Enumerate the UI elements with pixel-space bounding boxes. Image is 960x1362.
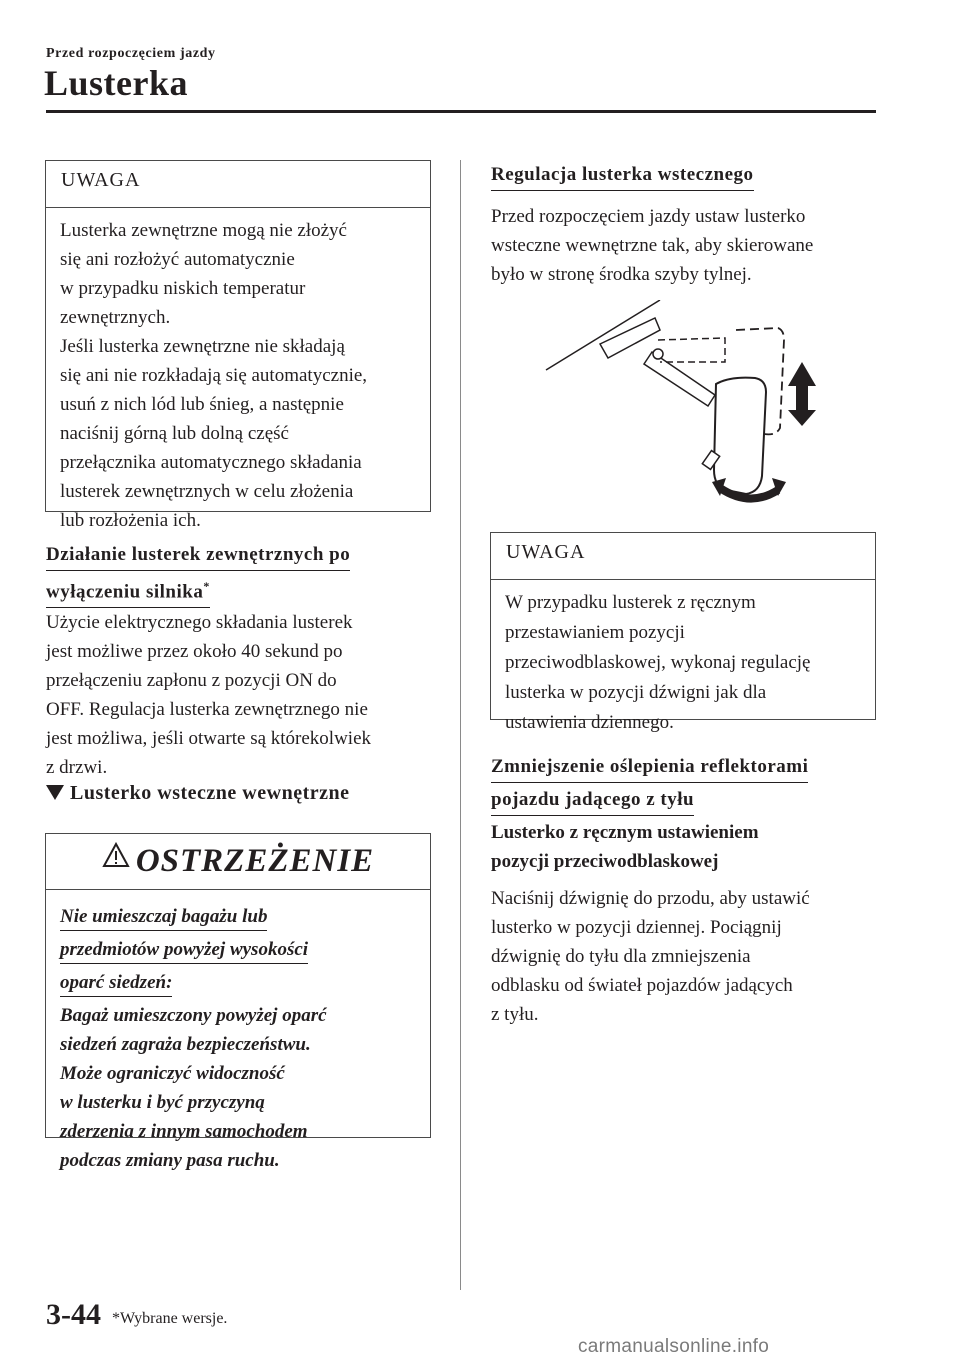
note-line: przełącznika automatycznego składania <box>60 452 362 473</box>
note-line: zewnętrznych. <box>60 307 171 328</box>
mirror-adjust-illustration <box>540 300 840 525</box>
note-line: Jeśli lusterka zewnętrzne nie składają <box>60 336 345 357</box>
watermark: carmanualsonline.info <box>578 1336 770 1357</box>
heading-adjust: Regulacja lusterka wstecznego <box>491 160 754 193</box>
warning-underlined-line: oparć siedzeń: <box>60 970 172 997</box>
column-divider <box>460 160 461 1290</box>
page-number: 3-44 <box>46 1298 101 1331</box>
note-line: się ani nie rozkładają się automatycznie, <box>60 365 368 386</box>
note-line: w przypadku niskich temperatur <box>60 278 306 299</box>
warning-line: siedzeń zagraża bezpieczeństwu. <box>60 1034 311 1055</box>
note-line: W przypadku lusterek z ręcznym <box>505 592 756 613</box>
triangle-bullet-icon <box>46 785 64 800</box>
note-label: UWAGA <box>491 533 875 580</box>
warning-line: podczas zmiany pasa ruchu. <box>60 1150 280 1171</box>
warning-line: Bagaż umieszczony powyżej oparć <box>60 1005 327 1026</box>
footnote: *Wybrane wersje. <box>112 1310 228 1327</box>
warning-line: Może ograniczyć widoczność <box>60 1063 285 1084</box>
warning-triangle-icon <box>102 842 130 873</box>
warning-line: zderzenia z innym samochodem <box>60 1121 308 1142</box>
heading-folding <box>46 540 350 610</box>
warning-underlined-line: przedmiotów powyżej wysokości <box>60 937 308 964</box>
note-box-manual-antiglare <box>490 532 876 733</box>
page-title: Lusterka <box>44 63 189 103</box>
heading-glare <box>491 752 808 818</box>
heading-line: wyłączeniu silnika* <box>46 573 210 608</box>
section-heading-inner-mirror: Lusterko wsteczne wewnętrzne <box>46 782 349 805</box>
header-rule <box>46 110 876 113</box>
note-line: przestawianiem pozycji <box>505 622 685 643</box>
warning-body <box>46 890 430 1175</box>
warning-line: w lusterku i być przyczyną <box>60 1092 265 1113</box>
warning-label: OSTRZEŻENIE <box>135 843 375 879</box>
note-line: przeciwodblaskowej, wykonaj regulację <box>505 652 811 673</box>
optional-marker: * <box>203 579 210 593</box>
heading-line: Działanie lusterek zewnętrznych po <box>46 542 350 571</box>
paragraph-adjust: Przed rozpoczęciem jazdy ustaw lusterko wsteczne wewnętrzne tak, aby skierowane było w stronę środka szyby tylnej. <box>491 206 814 285</box>
heading-line: Zmniejszenie oślepienia reflektorami <box>491 754 808 783</box>
note-line: ustawienia dziennego. <box>505 712 674 733</box>
note-line: usuń z nich lód lub śnieg, a następnie <box>60 394 344 415</box>
paragraph-folding: Użycie elektrycznego składania lusterek jest możliwe przez około 40 sekund po przełączeniu zapłonu z pozycji ON do OFF. Regulacja lusterka zewnętrznego nie jest możliwa, jeśli otwarte są którekolwiek z drzwi. <box>46 612 372 778</box>
heading-line: pojazdu jadącego z tyłu <box>491 787 694 816</box>
note-line: naciśnij górną lub dolną część <box>60 423 289 444</box>
note-line: lusterka w pozycji dźwigni jak dla <box>505 682 767 703</box>
note-body <box>491 580 875 738</box>
warning-box <box>45 833 431 1171</box>
note-body <box>46 208 430 535</box>
subheading-manual: Lusterko z ręcznym ustawieniem pozycji przeciwodblaskowej <box>491 822 759 872</box>
note-line: lusterek zewnętrznych w celu złożenia <box>60 481 354 502</box>
note-label: UWAGA <box>46 161 430 208</box>
note-box-folding <box>45 160 431 531</box>
section-label: Przed rozpoczęciem jazdy <box>46 46 216 61</box>
note-line: Lusterka zewnętrzne mogą nie złożyć <box>60 220 347 241</box>
note-line: się ani rozłożyć automatycznie <box>60 249 295 270</box>
warning-underlined-line: Nie umieszczaj bagażu lub <box>60 904 267 931</box>
paragraph-manual: Naciśnij dźwignię do przodu, aby ustawić lusterko w pozycji dziennej. Pociągnij dźwignię do tyłu dla zmniejszenia odblasku od świateł pojazdów jadących z tyłu. <box>491 888 810 1025</box>
warning-header <box>46 834 430 890</box>
note-line: lub rozłożenia ich. <box>60 510 201 531</box>
